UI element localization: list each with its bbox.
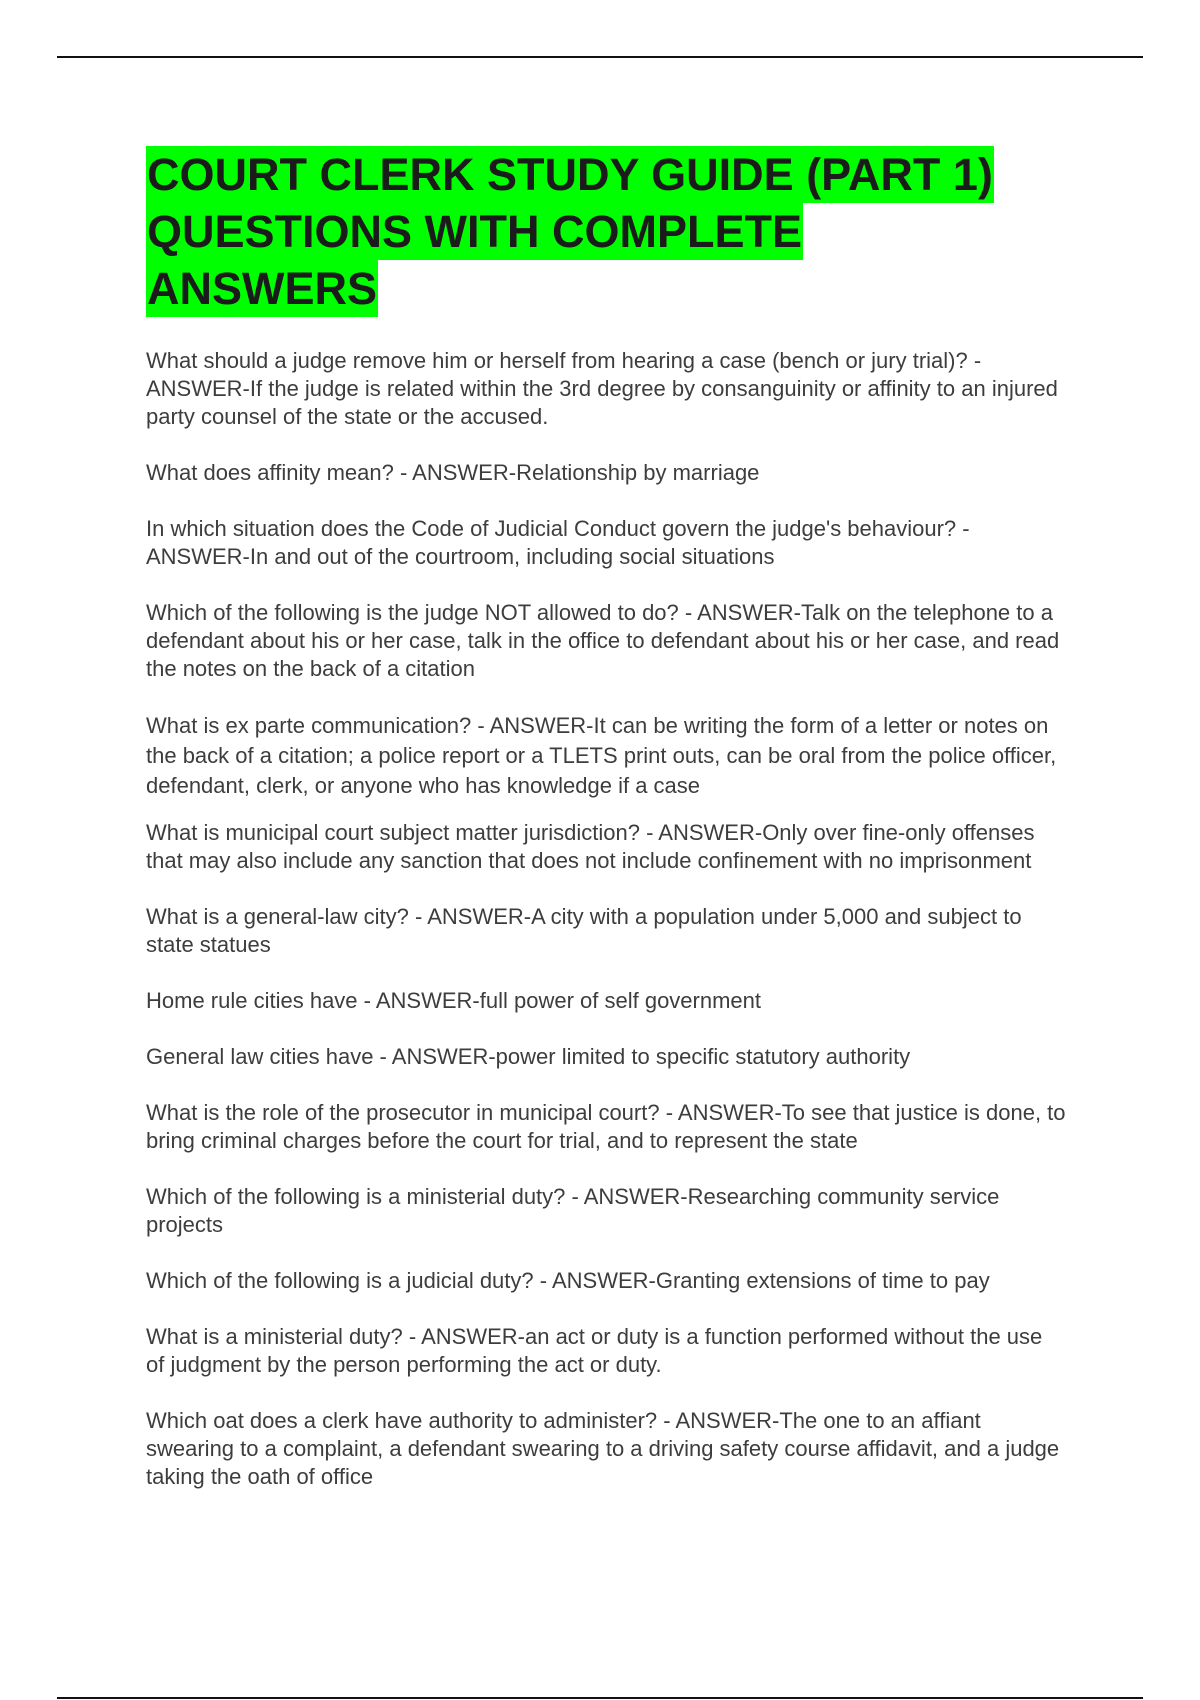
qa-item: Which of the following is a judicial duty? - ANSWER-Granting extensions of time to pay xyxy=(146,1268,990,1293)
title-line-1: COURT CLERK STUDY GUIDE (PART 1) xyxy=(146,146,994,203)
title-line-2: QUESTIONS WITH COMPLETE xyxy=(146,203,803,260)
qa-item: What is a ministerial duty? - ANSWER-an act or duty is a function performed without the use of judgment by the person performing the act or duty. xyxy=(146,1324,1043,1377)
top-rule xyxy=(57,56,1143,58)
qa-item: Which of the following is a ministerial duty? - ANSWER-Researching community service projects xyxy=(146,1184,1000,1237)
qa-item: In which situation does the Code of Judicial Conduct govern the judge's behaviour? - ANSWER-In and out of the courtroom, including social situations xyxy=(146,516,970,569)
qa-item: What is the role of the prosecutor in municipal court? - ANSWER-To see that justice is done, to bring criminal charges before the court for trial, and to represent the state xyxy=(146,1100,1066,1153)
qa-item: Which oat does a clerk have authority to administer? - ANSWER-The one to an affiant swearing to a complaint, a defendant swearing to a driving safety course affidavit, and a judge taking the oath of office xyxy=(146,1408,1060,1489)
qa-item: What should a judge remove him or herself from hearing a case (bench or jury trial)? - ANSWER-If the judge is related within the 3rd degree by consanguinity or affinity to an injured party counsel of the state or the accused. xyxy=(146,348,1058,429)
bottom-rule xyxy=(57,1697,1143,1699)
qa-item: What is ex parte communication? - ANSWER-It can be writing the form of a letter or notes on the back of a citation; a police report or a TLETS print outs, can be oral from the police officer, defendant, clerk, or anyone who has knowledge if a case xyxy=(146,713,1057,798)
qa-item: Which of the following is the judge NOT allowed to do? - ANSWER-Talk on the telephone to a defendant about his or her case, talk in the office to defendant about his or her case, and read the notes on the back of a citation xyxy=(146,600,1060,681)
document-body xyxy=(146,146,1066,1519)
qa-item: Home rule cities have - ANSWER-full power of self government xyxy=(146,988,762,1013)
title-line-3: ANSWERS xyxy=(146,260,378,317)
qa-item: What is municipal court subject matter jurisdiction? - ANSWER-Only over fine-only offenses that may also include any sanction that does not include confinement with no imprisonment xyxy=(146,820,1035,873)
qa-item: What does affinity mean? - ANSWER-Relationship by marriage xyxy=(146,460,760,485)
document-title xyxy=(146,146,1066,317)
question-answer-list xyxy=(146,347,1066,1491)
qa-item: What is a general-law city? - ANSWER-A city with a population under 5,000 and subject to state statues xyxy=(146,904,1022,957)
qa-item: General law cities have - ANSWER-power limited to specific statutory authority xyxy=(146,1044,911,1069)
